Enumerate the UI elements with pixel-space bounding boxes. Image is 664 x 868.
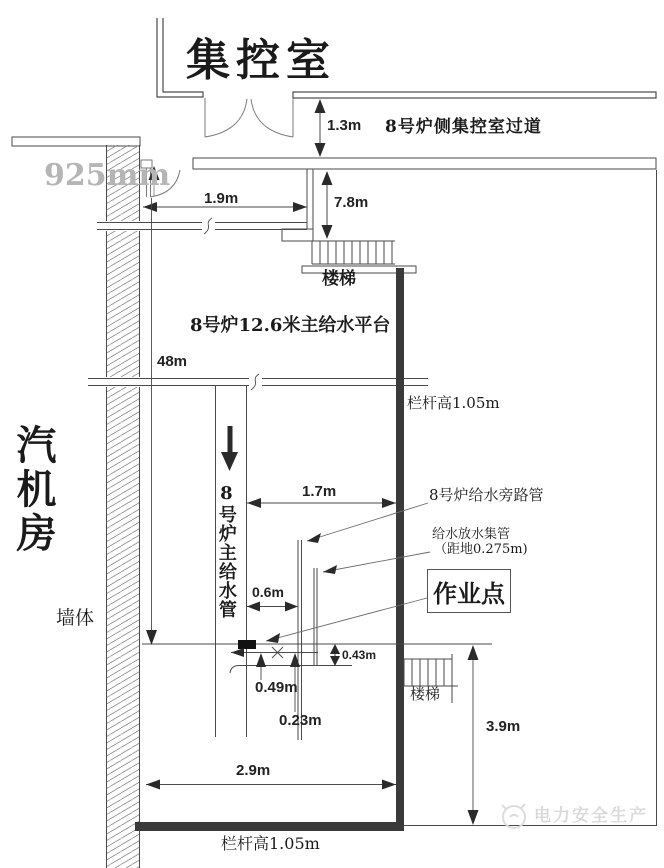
upper-stairs-label: 楼梯 xyxy=(322,269,356,289)
dim-corridor-drop: 7.8m xyxy=(334,194,369,211)
dim-fall-height: 3.9m xyxy=(486,718,521,735)
corridor-label: 8号炉侧集控室过道 xyxy=(385,117,542,137)
dim-door-width-925: 925mm xyxy=(44,158,171,193)
dim-platform-height: 48m xyxy=(157,353,188,370)
work-point-marker xyxy=(238,640,256,649)
bypass-pipe-label: 8号炉给水旁路管 xyxy=(429,486,544,504)
work-point-box xyxy=(427,569,511,613)
dim-door-height: 1.3m xyxy=(327,117,362,134)
leader-lines xyxy=(266,503,430,643)
watermark-text: 电力安全生产 xyxy=(534,806,648,826)
wall-label: 墙体 xyxy=(56,607,95,629)
dim-wall-to-wall: 1.9m xyxy=(204,190,239,207)
watermark-logo-icon xyxy=(502,804,525,828)
dim-offset-b: 0.23m xyxy=(279,712,322,729)
bypass-pipe xyxy=(298,540,302,740)
main-pipe-label: 8号炉主给水管 xyxy=(215,483,237,619)
dim-offset-a: 0.49m xyxy=(255,679,298,696)
upper-railing-label: 栏杆高1.05m xyxy=(407,394,500,412)
drain-header-pipe xyxy=(314,568,317,666)
flow-arrow xyxy=(221,426,238,471)
control-room-label: 集控室 xyxy=(186,35,336,86)
corridor-structure xyxy=(193,158,656,241)
lower-railing-label: 栏杆高1.05m xyxy=(221,834,320,853)
dim-floor-width: 2.9m xyxy=(236,762,271,779)
drain-header-label: 给水放水集管 xyxy=(432,527,511,542)
turbine-hall-label: 汽机房 xyxy=(10,424,57,556)
dim-pipe-gap: 0.6m xyxy=(252,584,284,600)
dim-drop-to-floor: 0.43m xyxy=(342,648,377,662)
double-door xyxy=(205,98,293,137)
dim-pipe-to-railing: 1.7m xyxy=(302,483,337,500)
platform-label: 8号炉12.6米主给水平台 xyxy=(190,315,391,336)
lower-stairs-label: 楼梯 xyxy=(410,685,441,703)
drain-header-note: （距地0.275m) xyxy=(434,542,528,557)
work-point-label: 作业点 xyxy=(433,578,505,608)
